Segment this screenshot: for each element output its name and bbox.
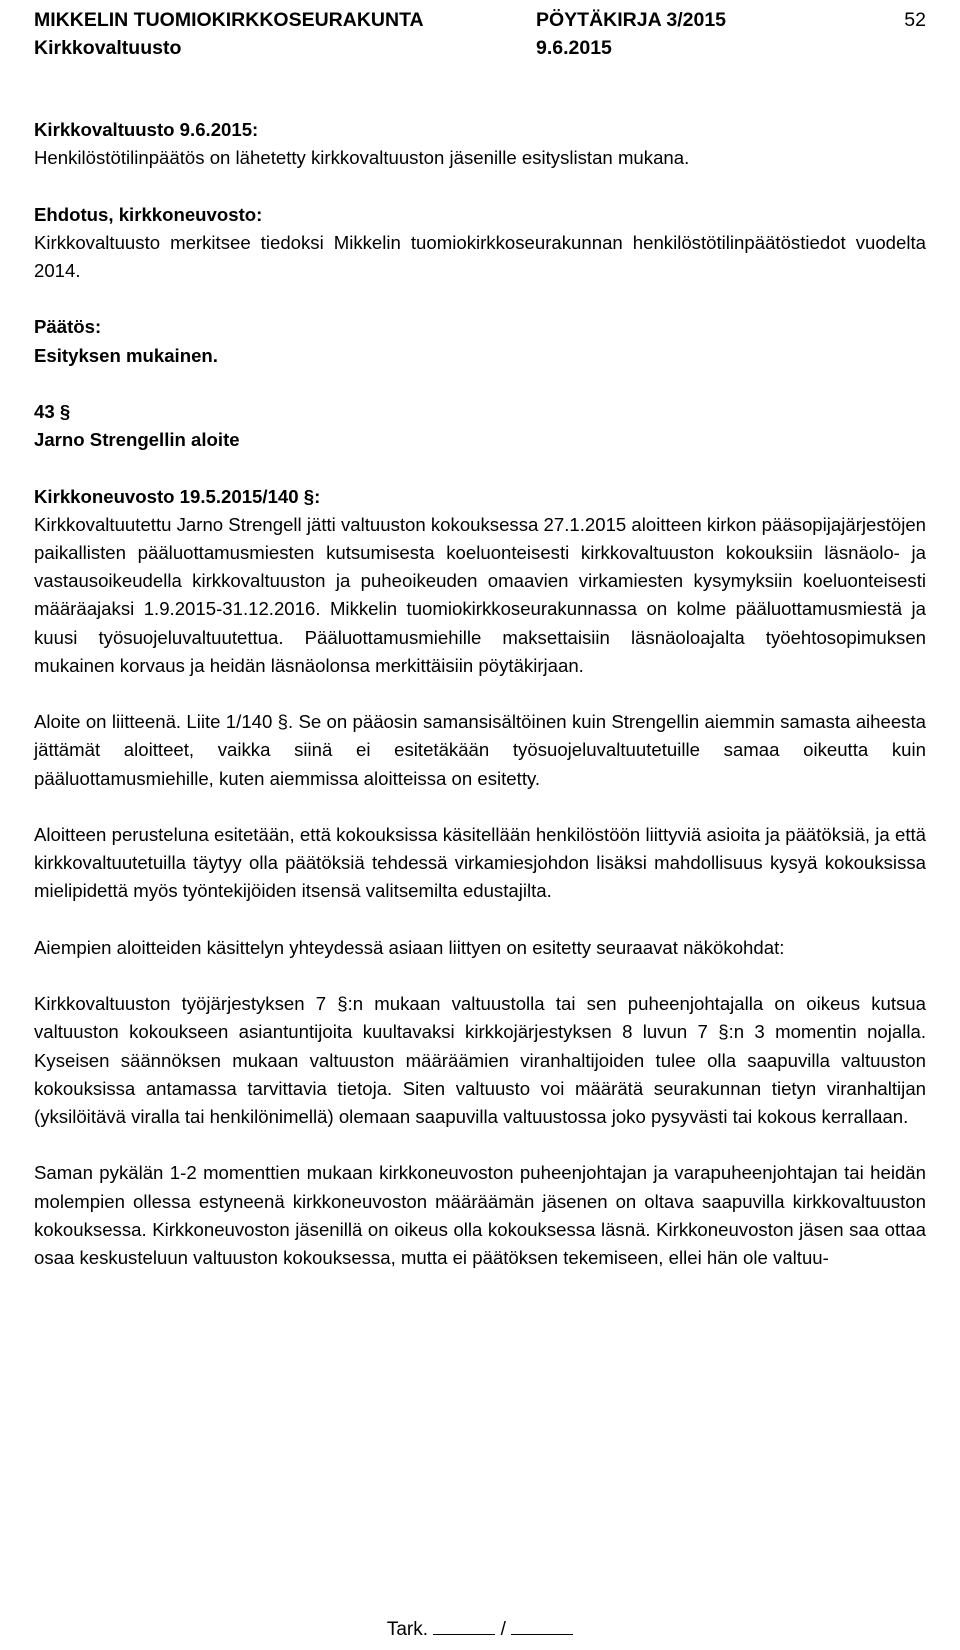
document-body bbox=[34, 116, 926, 1272]
section-number: 43 § bbox=[34, 400, 71, 422]
paragraph-4: Aiempien aloitteiden käsittelyn yhteydessä asiaan liittyen on esitetty seuraavat näkökohdat: bbox=[34, 936, 785, 958]
header-row-2 bbox=[34, 34, 926, 62]
meeting-body: Kirkkovaltuusto bbox=[34, 37, 182, 59]
page-footer bbox=[0, 1618, 960, 1642]
paragraph-2: Aloite on liitteenä. Liite 1/140 §. Se on pääosin samansisältöinen kuin Strengellin aiemmin samasta aiheesta jättämät aloitteet, vaikka siinä ei esitetäkään työsuojeluvaltuutetuille samaa oikeutta kuin pääluottamusmiehille, kuten aiemmissa aloitteissa on esitetty. bbox=[34, 711, 926, 789]
checked-label: Tark. bbox=[386, 1619, 429, 1640]
board-heading: Kirkkoneuvosto 19.5.2015/140 §: bbox=[34, 485, 321, 507]
meeting-date: 9.6.2015 bbox=[536, 37, 612, 59]
decision-heading: Päätös: bbox=[34, 316, 102, 338]
paragraph-1: Kirkkovaltuutettu Jarno Strengell jätti valtuuston kokouksessa 27.1.2015 aloitteen kirkon pääsopijajärjestöjen paikallisten pääluottamusmiesten kutsumisesta koeluonteisesti kirkkovaltuuston kokouksiin läsnäolo- ja vastausoikeudella kirkkovaltuuston ja puheoikeuden omaavien virkamiesten kysymyksiin koeluonteisesti määräajaksi 1.9.2015-31.12.2016. Mikkelin tuomiokirkkoseurakunnassa on kolme pääluottamusmiestä ja kuusi työsuojeluvaltuutettua. Pääluottamusmiehille maksettaisiin läsnäoloajalta työehtosopimuksen mukainen korvaus ja heidän läsnäolonsa merkittäisiin pöytäkirjaan. bbox=[34, 513, 927, 676]
kv-text: Henkilöstötilinpäätös on lähetetty kirkkovaltuuston jäsenille esityslistan mukana. bbox=[34, 147, 690, 169]
organization-name: MIKKELIN TUOMIOKIRKKOSEURAKUNTA bbox=[34, 9, 424, 31]
initials-separator: / bbox=[500, 1619, 506, 1640]
section-title: Jarno Strengellin aloite bbox=[34, 429, 240, 451]
paragraph-3: Aloitteen perusteluna esitetään, että kokouksissa käsitellään henkilöstöön liittyviä asioita ja päätöksiä, ja että kirkkovaltuutetuilla täytyy olla päätöksiä tehdessä virkamiesjohdon lisäksi mahdollisuus kysyä kokouksissa mielipidettä myös työntekijöiden itsensä valitsemilta edustajilta. bbox=[34, 823, 926, 902]
proposal-heading: Ehdotus, kirkkoneuvosto: bbox=[34, 203, 263, 225]
document-title: PÖYTÄKIRJA 3/2015 bbox=[536, 9, 727, 31]
page-header bbox=[34, 6, 926, 62]
paragraph-6: Saman pykälän 1-2 momenttien mukaan kirkkoneuvoston puheenjohtajan ja varapuheenjohtajan tai heidän molempien ollessa estyneenä kirkkoneuvoston määräämän jäsenen on oltava saapuvilla kirkkovaltuuston kokouksessa. Kirkkoneuvoston jäsenillä on oikeus olla kokouksessa läsnä. Kirkkoneuvoston jäsen saa ottaa osaa keskusteluun valtuuston kokouksessa, mutta ei päätöksen tekemiseen, ellei hän ole valtuu- bbox=[34, 1162, 926, 1268]
proposal-text: Kirkkovaltuusto merkitsee tiedoksi Mikkelin tuomiokirkkoseurakunnan henkilöstötilinpäätöstiedot vuodelta 2014. bbox=[34, 231, 926, 281]
decision-text: Esityksen mukainen. bbox=[34, 344, 218, 366]
page-number: 52 bbox=[904, 9, 926, 31]
initials-line-1 bbox=[433, 1618, 495, 1635]
kv-heading: Kirkkovaltuusto 9.6.2015: bbox=[34, 119, 259, 140]
header-row-1 bbox=[34, 6, 926, 34]
paragraph-5: Kirkkovaltuuston työjärjestyksen 7 §:n mukaan valtuustolla tai sen puheenjohtajalla on oikeus kutsua valtuuston kokoukseen asiantuntijoita kuultavaksi kirkkojärjestyksen 8 luvun 7 §:n 3 momentin nojalla. Kyseisen säännöksen mukaan valtuuston määräämien viranhaltijoiden tulee olla saapuvilla valtuuston kokouksissa antamassa tarvittavia tietoja. Siten valtuusto voi määrätä seurakunnan tietyn viranhaltijan (yksilöitävä viralla tai henkilönimellä) olemaan saapuvilla valtuustossa joko pysyvästi tai kokous kerrallaan. bbox=[34, 993, 926, 1127]
initials-line-2 bbox=[511, 1618, 573, 1635]
